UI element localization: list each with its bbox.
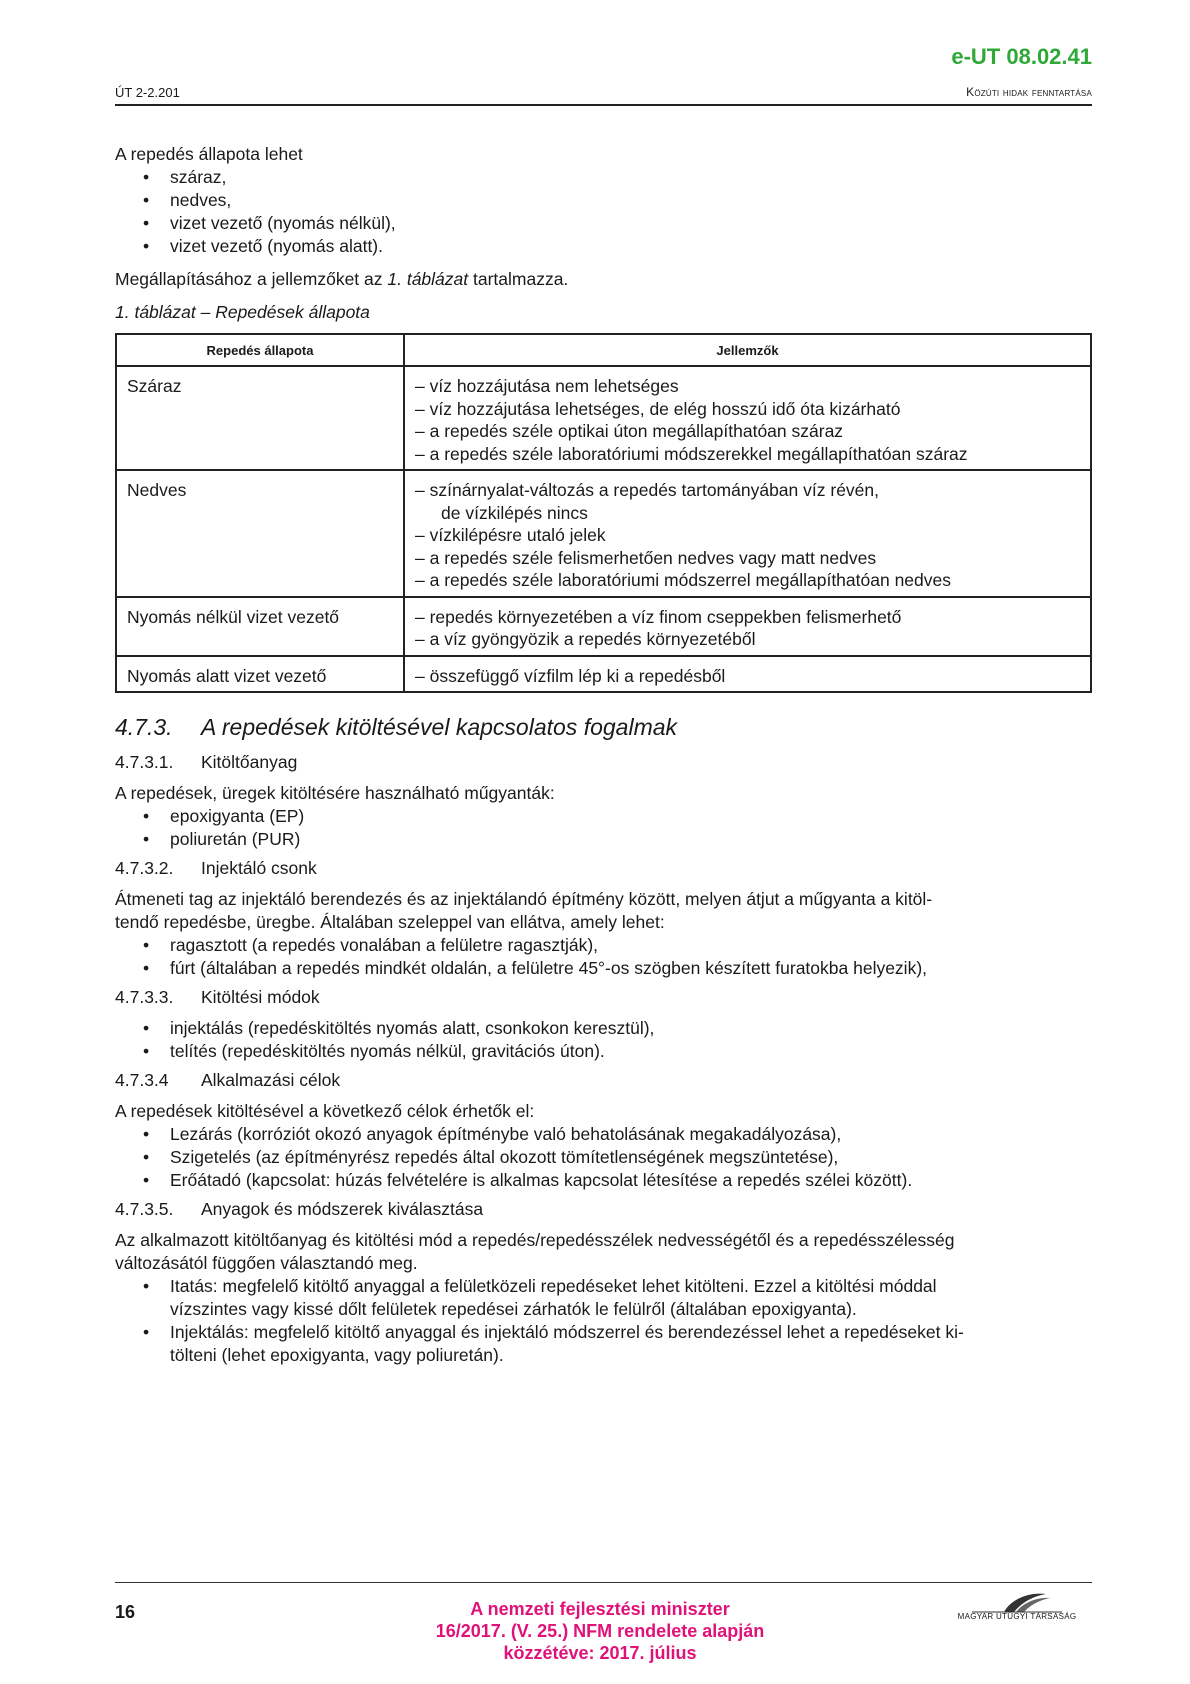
list-item: • Lezárás (korróziót okozó anyagok építménybe való behatolásának megakadályozása), xyxy=(170,1123,1092,1146)
characteristics-cell: – színárnyalat-változás a repedés tartományában víz révén, de vízkilépés nincs – vízkilépésre utaló jelek – a repedés széle felismerhetően nedves vagy matt nedves – a repedés széle laboratóriumi módszerrel megállapíthatóan nedves xyxy=(404,470,1091,597)
section-heading: 4.7.3. A repedések kitöltésével kapcsolatos fogalmak xyxy=(115,714,678,740)
list-item: • ragasztott (a repedés vonalában a felületre ragasztják), xyxy=(170,934,1092,957)
list-item: • Szigetelés (az építményrész repedés által okozott tömítetlenségének megszüntetése), xyxy=(170,1146,1092,1169)
list-item: • fúrt (általában a repedés mindkét oldalán, a felületre 45°-os szögben készített furatokba helyezik), xyxy=(170,957,1092,980)
mut-logo xyxy=(942,1588,1092,1628)
footer-rule xyxy=(115,1582,1092,1583)
list-item: • száraz, xyxy=(170,166,1092,189)
characteristics-cell: – összefüggő vízfilm lép ki a repedésből xyxy=(404,656,1091,693)
subsection-heading: 4.7.3.5. Anyagok és módszerek kiválasztása xyxy=(115,1199,484,1219)
paragraph: A repedések kitöltésével a következő célok érhetők el: xyxy=(115,1101,535,1121)
paragraph: Az alkalmazott kitöltőanyag és kitöltési mód a repedés/repedésszélek nedvességétől és a repedésszélesség változásától függően választandó meg. xyxy=(115,1230,955,1273)
list-item: • Itatás: megfelelő kitöltő anyaggal a felületközeli repedéseket lehet kitölteni. Ezzel a kitöltési móddal vízszintes vagy kissé dőlt felületek repedései zárhatók le felülről (általában epoxigyanta). xyxy=(170,1275,1092,1321)
fill-method-list xyxy=(115,1017,1092,1063)
resin-list xyxy=(115,805,1092,851)
characteristics-cell: – repedés környezetében a víz finom cseppekben felismerhető – a víz gyöngyözik a repedés környezetéből xyxy=(404,597,1091,656)
list-item: • vizet vezető (nyomás alatt). xyxy=(170,235,1092,258)
list-item: • Erőátadó (kapcsolat: húzás felvételére is alkalmas kapcsolat létesítése a repedés szélei között). xyxy=(170,1169,1092,1192)
subsection-heading: 4.7.3.4 Alkalmazási célok xyxy=(115,1070,341,1090)
list-item: • vizet vezető (nyomás nélkül), xyxy=(170,212,1092,235)
table-row xyxy=(116,366,1091,470)
subsection-heading: 4.7.3.1. Kitöltőanyag xyxy=(115,752,298,772)
header-rule xyxy=(115,104,1092,106)
state-list xyxy=(115,166,1092,258)
list-item: • telítés (repedéskitöltés nyomás nélkül, gravitációs úton). xyxy=(170,1040,1092,1063)
characteristics-cell: – víz hozzájutása nem lehetséges – víz hozzájutása lehetséges, de elég hosszú idő óta kizárható – a repedés széle optikai úton megállapíthatóan száraz – a repedés széle laboratóriumi módszerekkel megállapíthatóan száraz xyxy=(404,366,1091,470)
list-item: • injektálás (repedéskitöltés nyomás alatt, csonkokon keresztül), xyxy=(170,1017,1092,1040)
list-item: • poliuretán (PUR) xyxy=(170,828,1092,851)
table-row xyxy=(116,597,1091,656)
document-code: e-UT 08.02.41 xyxy=(951,44,1092,69)
main-content xyxy=(115,143,1092,1367)
list-item: • epoxigyanta (EP) xyxy=(170,805,1092,828)
logo-text: MAGYAR ÚTÜGYI TÁRSASÁG xyxy=(957,1612,1077,1621)
table-row xyxy=(116,470,1091,597)
header-title: Közúti hidak fenntartása xyxy=(966,85,1092,99)
intro-text: A repedés állapota lehet xyxy=(115,144,303,164)
paragraph: Átmeneti tag az injektáló berendezés és az injektálandó építmény között, melyen átjut a műgyanta a kitöl- tendő repedésbe, üregbe. Általában szeleppel van ellátva, amely lehet: xyxy=(115,889,933,932)
paragraph: A repedések, üregek kitöltésére használható műgyanták: xyxy=(115,783,555,803)
table-reference: 1. táblázat xyxy=(387,269,469,289)
state-cell: Nyomás alatt vizet vezető xyxy=(116,656,404,693)
list-item: • Injektálás: megfelelő kitöltő anyaggal és injektáló módszerrel és berendezéssel lehet a repedéseket ki- tölteni (lehet epoxigyanta, vagy poliuretán). xyxy=(170,1321,1092,1367)
purpose-list xyxy=(115,1123,1092,1192)
column-header: Repedés állapota xyxy=(116,334,404,366)
road-swoosh-icon xyxy=(942,1588,1092,1614)
valve-list xyxy=(115,934,1092,980)
header-standard-id: ÚT 2-2.201 xyxy=(115,85,180,100)
page-number: 16 xyxy=(115,1602,136,1622)
subsection-heading: 4.7.3.2. Injektáló csonk xyxy=(115,858,317,878)
table-reference-sentence: Megállapításához a jellemzőket az 1. táblázat tartalmazza. xyxy=(115,269,569,289)
state-cell: Nedves xyxy=(116,470,404,597)
footer-publication-note: A nemzeti fejlesztési miniszter 16/2017. (V. 25.) NFM rendelete alapján közzétéve: 2017. július xyxy=(435,1599,765,1663)
list-item: • nedves, xyxy=(170,189,1092,212)
selection-list xyxy=(115,1275,1092,1367)
state-cell: Száraz xyxy=(116,366,404,470)
table-header-row xyxy=(116,334,1091,366)
subsection-heading: 4.7.3.3. Kitöltési módok xyxy=(115,987,320,1007)
column-header: Jellemzők xyxy=(404,334,1091,366)
state-cell: Nyomás nélkül vizet vezető xyxy=(116,597,404,656)
table-row xyxy=(116,656,1091,693)
table-caption: 1. táblázat – Repedések állapota xyxy=(115,302,370,322)
crack-state-table xyxy=(115,333,1092,693)
